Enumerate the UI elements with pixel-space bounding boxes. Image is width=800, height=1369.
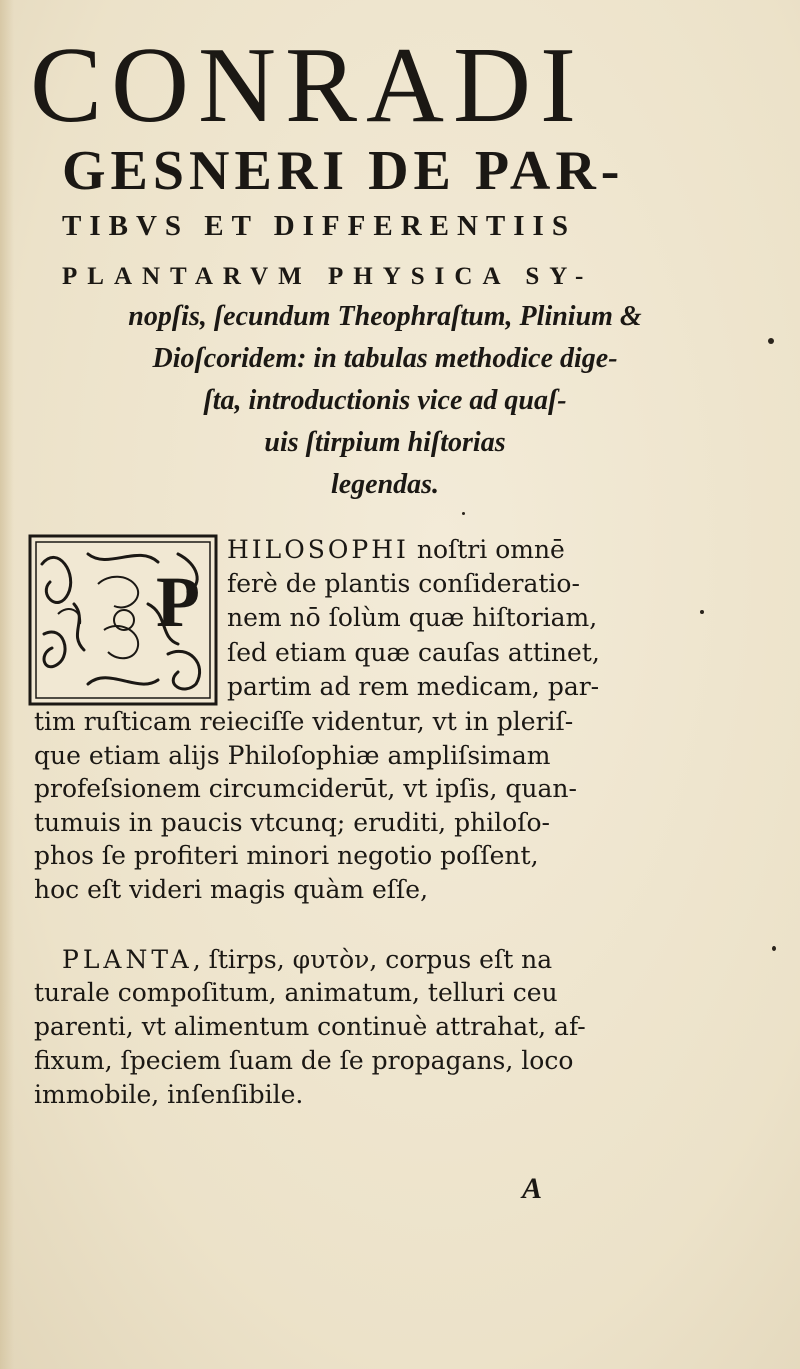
text-line: hoc eſt videri magis quàm eſſe,: [34, 874, 429, 904]
paragraph-1-body: [34, 705, 764, 906]
text-line: tumuis in paucis vtcunq; eruditi, philoſo-: [34, 807, 550, 837]
text-line: nem nō ſolùm quæ hiſtoriam,: [227, 603, 598, 633]
subtitle-line: Dioſcoridem: in tabulas methodice dige-: [152, 343, 618, 374]
subtitle-line: ſta, introductionis vice ad quaſ-: [203, 385, 567, 416]
paragraph-2-first-rest: , ſtirps, φυτὸν, corpus eſt na: [192, 945, 553, 974]
ink-speck: [700, 610, 704, 614]
text-line: que etiam alijs Philoſophiæ ampliſsimam: [34, 740, 551, 770]
ink-speck: [768, 338, 774, 344]
subtitle-line: legendas.: [330, 469, 440, 500]
text-line: partim ad rem medicam, par-: [227, 671, 600, 701]
title-line-1: CONRADI: [30, 26, 586, 145]
text-line: turale compoſitum, animatum, telluri ceu: [34, 978, 558, 1007]
text-line: immobile, inſenſibile.: [34, 1080, 304, 1109]
paragraph-2-caps: PLANTA: [62, 945, 193, 974]
signature-mark: A: [522, 1172, 543, 1205]
text-line: ferè de plantis conſideratio-: [227, 569, 580, 599]
paragraph-2-line: [62, 943, 762, 977]
text-line: ſed etiam quæ cauſas attinet,: [227, 637, 600, 667]
paragraph-1-drop-lines: [227, 533, 767, 704]
paragraph-1-first-rest: noſtri omnē: [408, 535, 565, 564]
subtitle-line: nopſis, ſecundum Theophraſtum, Plinium &: [128, 301, 642, 332]
decorated-initial-p-icon: [28, 534, 218, 706]
text-line: tim ruſticam reieciſſe videntur, vt in pleriſ-: [34, 707, 574, 736]
text-line: fixum, ſpeciem ſuam de ſe propagans, loco: [34, 1046, 574, 1075]
paragraph-1-first-line: [227, 533, 767, 567]
ink-speck: [462, 512, 465, 515]
paragraph-2-first-line: [62, 943, 762, 977]
paragraph-2-body: [34, 976, 764, 1112]
subtitle-block: [20, 296, 750, 506]
subtitle-line: uis ſtirpium hiſtorias: [264, 427, 506, 458]
title-line-4: PLANTARVM PHYSICA SY-: [62, 263, 594, 290]
title-line-2: GESNERI DE PAR-: [62, 140, 625, 202]
initial-letter: P: [156, 562, 200, 642]
text-line: phos ſe profiteri minori negotio poſſent,: [34, 841, 539, 870]
text-line: profeſsionem circumciderūt, vt ipſis, quan-: [34, 774, 577, 803]
page-edge-shadow: [0, 0, 14, 1369]
paragraph-1-caps: HILOSOPHI: [227, 535, 409, 564]
ink-speck: [772, 946, 776, 951]
text-line: parenti, vt alimentum continuè attrahat, af-: [34, 1012, 586, 1041]
title-line-3: TIBVS ET DIFFERENTIIS: [62, 210, 576, 242]
